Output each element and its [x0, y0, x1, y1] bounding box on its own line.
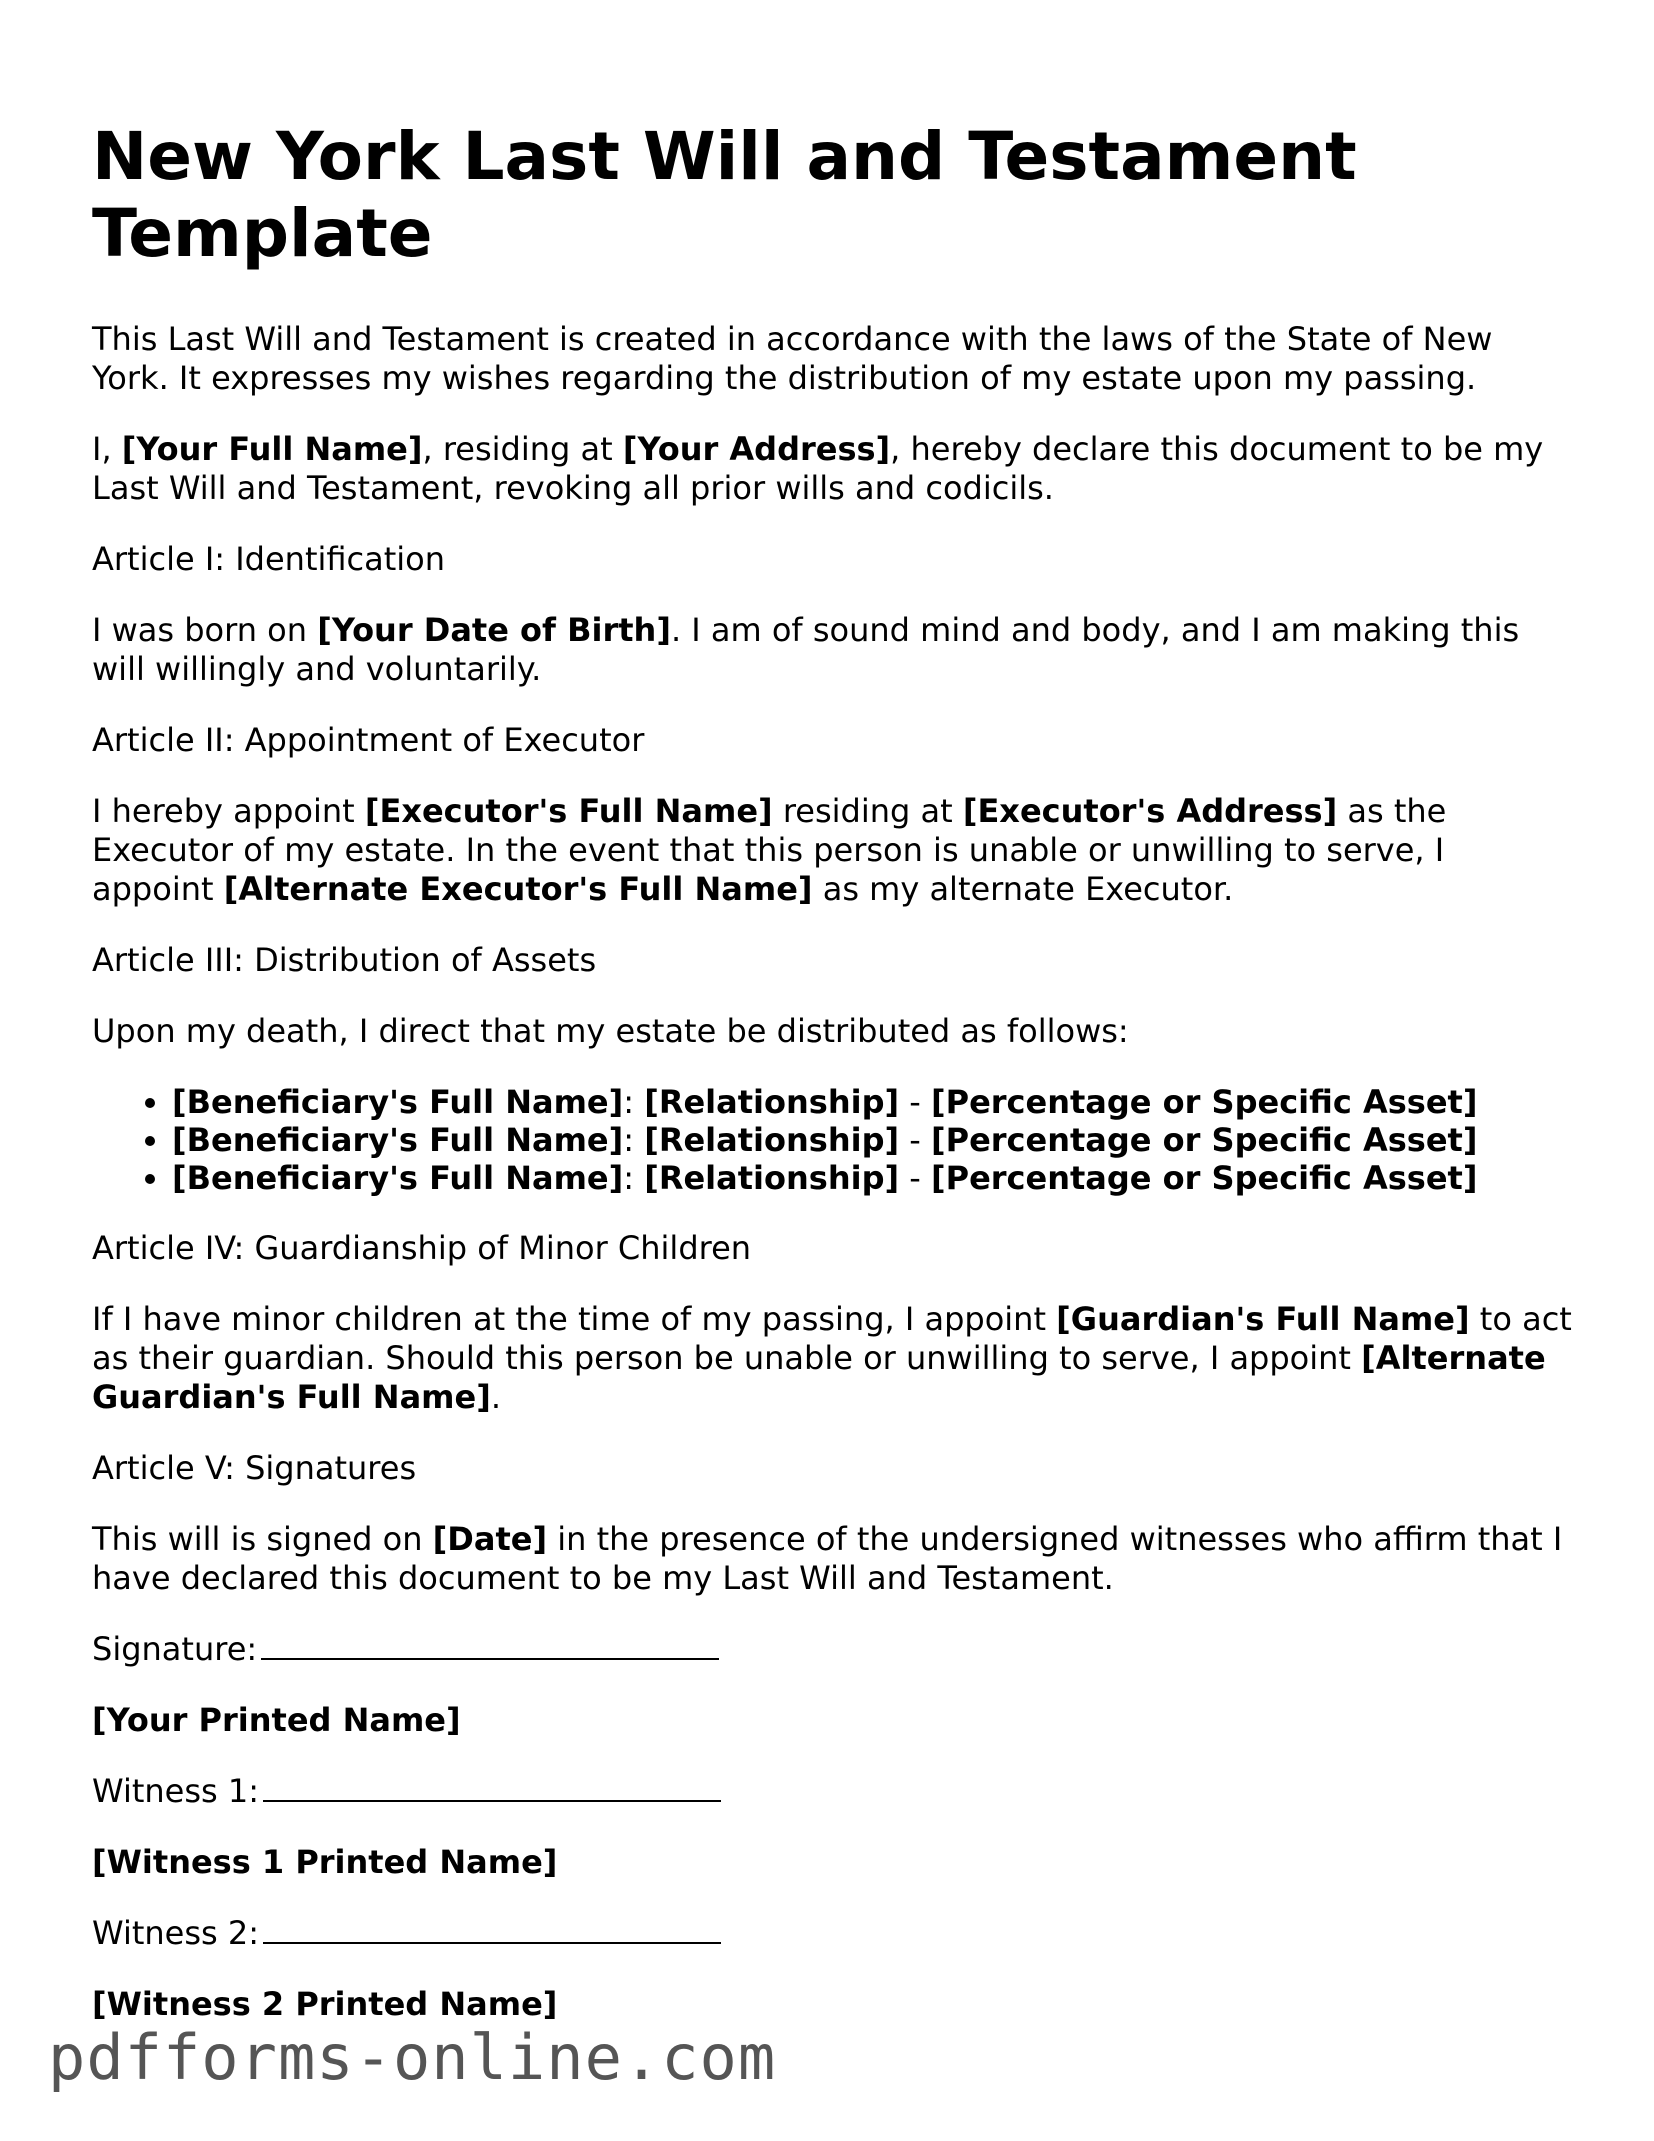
text-run: :	[623, 1121, 645, 1159]
beneficiary-list	[92, 1083, 1572, 1197]
placeholder-relationship: [Relationship]	[644, 1159, 900, 1197]
text-run: residing at	[772, 792, 963, 830]
placeholder-asset: [Percentage or Specific Asset]	[930, 1121, 1478, 1159]
text-run: to act as their guardian. Should this person be unable or unwilling to serve, I appoint	[92, 1300, 1572, 1377]
witness-2-label: Witness 2:	[92, 1914, 259, 1952]
signature-row	[92, 1630, 1572, 1669]
placeholder-date: [Date]	[432, 1520, 548, 1558]
article-2-paragraph	[92, 792, 1572, 909]
declaration-paragraph	[92, 430, 1572, 508]
watermark-text: pdfforms-online.com	[48, 2021, 777, 2094]
intro-paragraph: This Last Will and Testament is created in accordance with the laws of the State of New York. It expresses my wishes regarding the distribution of my estate upon my passing.	[92, 320, 1493, 397]
article-4-paragraph	[92, 1300, 1572, 1417]
placeholder-alternate-guardian: [Alternate Guardian's Full Name]	[92, 1339, 1546, 1416]
article-3-heading: Article III: Distribution of Assets	[92, 941, 597, 979]
article-1-heading: Article I: Identification	[92, 540, 446, 578]
text-run: If I have minor children at the time of my passing, I appoint	[92, 1300, 1057, 1338]
placeholder-asset: [Percentage or Specific Asset]	[930, 1083, 1478, 1121]
text-run: .	[490, 1378, 501, 1416]
placeholder-date-of-birth: [Your Date of Birth]	[317, 611, 671, 649]
text-run: This will is signed on	[92, 1520, 433, 1558]
placeholder-alternate-executor: [Alternate Executor's Full Name]	[223, 870, 813, 908]
placeholder-relationship: [Relationship]	[644, 1083, 900, 1121]
text-run: I was born on	[92, 611, 318, 649]
text-run: , hereby declare this document to be my Last Will and Testament, revoking all prior wills and codicils.	[92, 430, 1544, 507]
text-run: I,	[92, 430, 122, 468]
signature-line[interactable]	[261, 1630, 719, 1660]
text-run: :	[623, 1083, 645, 1121]
article-5-heading: Article V: Signatures	[92, 1449, 417, 1487]
placeholder-relationship: [Relationship]	[644, 1121, 900, 1159]
placeholder-witness-1-name: [Witness 1 Printed Name]	[92, 1843, 558, 1881]
beneficiary-item	[172, 1121, 1572, 1159]
text-run: :	[623, 1159, 645, 1197]
article-1-paragraph	[92, 611, 1572, 689]
text-run: I hereby appoint	[92, 792, 365, 830]
placeholder-guardian-name: [Guardian's Full Name]	[1056, 1300, 1470, 1338]
article-3-intro: Upon my death, I direct that my estate be distributed as follows:	[92, 1012, 1129, 1050]
placeholder-address: [Your Address]	[622, 430, 891, 468]
placeholder-asset: [Percentage or Specific Asset]	[930, 1159, 1478, 1197]
article-5-paragraph	[92, 1520, 1572, 1598]
placeholder-beneficiary-name: [Beneficiary's Full Name]	[172, 1083, 624, 1121]
document-title: New York Last Will and Testament Template	[92, 118, 1357, 272]
placeholder-beneficiary-name: [Beneficiary's Full Name]	[172, 1121, 624, 1159]
document-page	[92, 118, 1572, 2056]
text-run: in the presence of the undersigned witnesses who affirm that I have declared this document to be my Last Will and Testament.	[92, 1520, 1563, 1597]
text-run: -	[899, 1159, 931, 1197]
witness-1-printed-name	[92, 1843, 1572, 1882]
beneficiary-item	[172, 1159, 1572, 1197]
printed-name	[92, 1701, 1572, 1740]
article-4-heading: Article IV: Guardianship of Minor Children	[92, 1229, 752, 1267]
text-run: . I am of sound mind and body, and I am making this will willingly and voluntarily.	[92, 611, 1520, 688]
placeholder-executor-address: [Executor's Address]	[962, 792, 1338, 830]
placeholder-witness-2-name: [Witness 2 Printed Name]	[92, 1985, 558, 2023]
text-run: as my alternate Executor.	[812, 870, 1234, 908]
witness-1-row	[92, 1772, 1572, 1811]
witness-1-signature-line[interactable]	[263, 1772, 721, 1802]
placeholder-full-name: [Your Full Name]	[121, 430, 423, 468]
text-run: , residing at	[422, 430, 623, 468]
text-run: -	[899, 1083, 931, 1121]
placeholder-executor-name: [Executor's Full Name]	[364, 792, 773, 830]
text-run: as the Executor of my estate. In the event that this person is unable or unwilling to serve, I appoint	[92, 792, 1447, 908]
beneficiary-item	[172, 1083, 1572, 1121]
placeholder-printed-name: [Your Printed Name]	[92, 1701, 461, 1739]
witness-2-signature-line[interactable]	[263, 1914, 721, 1944]
witness-1-label: Witness 1:	[92, 1772, 259, 1810]
witness-2-row	[92, 1914, 1572, 1953]
placeholder-beneficiary-name: [Beneficiary's Full Name]	[172, 1159, 624, 1197]
text-run: -	[899, 1121, 931, 1159]
article-2-heading: Article II: Appointment of Executor	[92, 721, 645, 759]
signature-label: Signature:	[92, 1630, 258, 1668]
